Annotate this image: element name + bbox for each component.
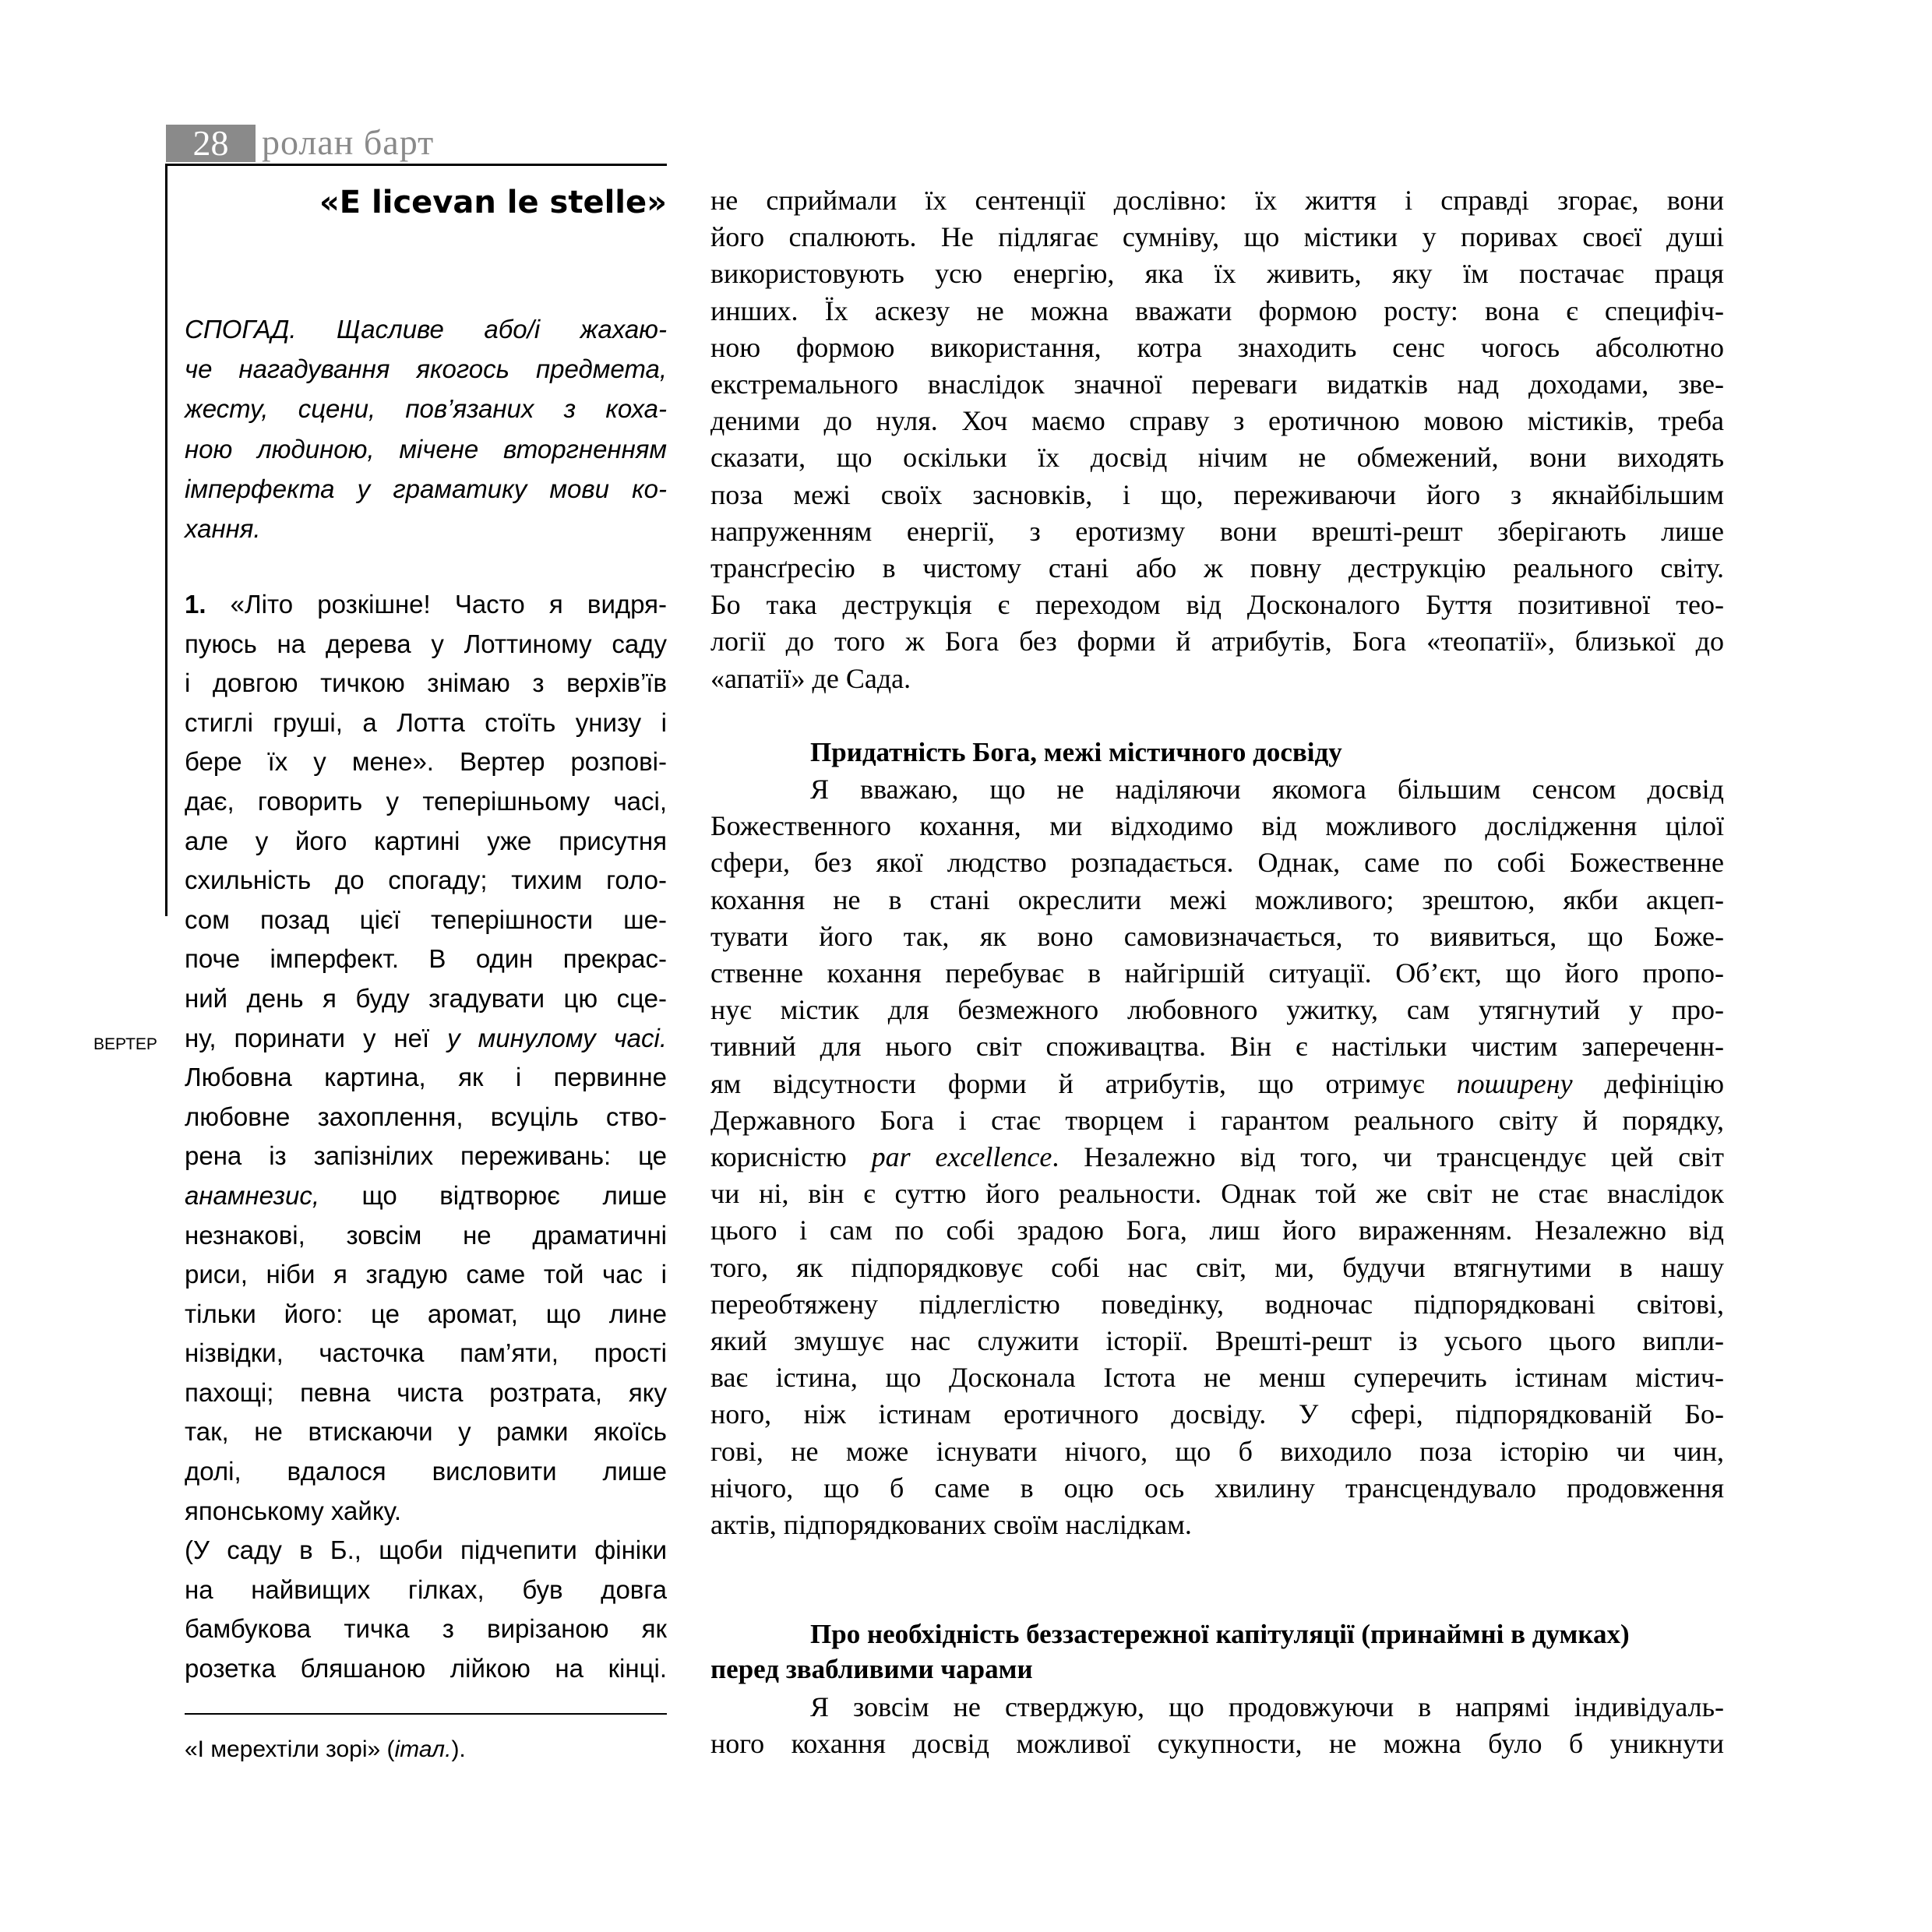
entry-text	[185, 585, 667, 1689]
text-line	[710, 1102, 1724, 1139]
text-line	[710, 256, 1724, 292]
text-line	[185, 782, 667, 822]
text-line	[710, 808, 1724, 844]
text-run: любовне захоплення, всуціль ство-	[185, 1102, 667, 1131]
text-run: поче імперфект. В один прекрас-	[185, 944, 667, 974]
text-run: СПОГАД. Щасливе або/і жахаю-	[185, 315, 667, 344]
bold-text: 1.	[185, 590, 206, 619]
text-run: бере їх у мене». Вертер розпові-	[185, 747, 667, 777]
text-run: «Літо розкішне! Часто я видря-	[206, 590, 667, 619]
text-line	[710, 1176, 1724, 1212]
text-line	[710, 182, 1724, 219]
text-run: і довгою тичкою знімаю з верхів’їв	[185, 668, 667, 698]
heading-line: Про необхідність беззастережної капітуляції (принаймні в думках)	[810, 1619, 1630, 1649]
text-line	[185, 1255, 667, 1295]
text-run: ).	[451, 1736, 466, 1762]
text-line	[710, 477, 1724, 513]
text-line	[710, 1433, 1724, 1470]
text-line	[710, 992, 1724, 1028]
text-line	[710, 623, 1724, 660]
text-run: дає, говорить у теперішньому часі,	[185, 786, 667, 816]
definition-block	[185, 309, 667, 548]
text-line	[185, 585, 667, 625]
chapter-title: «E licevan le stelle»	[319, 185, 667, 220]
text-line	[185, 1452, 667, 1492]
text-line	[185, 1609, 667, 1649]
text-line	[185, 822, 667, 862]
italic-text: у минулому часі.	[447, 1023, 667, 1052]
text-line	[185, 1216, 667, 1256]
text-line	[185, 664, 667, 703]
text-run: ного, ніж істинам еротичного досвіду. У сфері, підпорядкованій Бо-	[710, 1398, 1724, 1430]
text-run: хання.	[185, 514, 261, 544]
text-run: бамбукова тичка з вирізаною як	[185, 1614, 667, 1644]
text-line	[710, 918, 1724, 955]
text-run: тувати його так, як воно самовизначається, то виявиться, що Боже-	[710, 920, 1724, 952]
text-run: не сприймали їх сентенції дослівно: їх життя і справді згорає, вони	[710, 185, 1724, 216]
text-run: актів, підпорядкованих своїм наслідкам.	[710, 1509, 1192, 1541]
text-line	[185, 1334, 667, 1373]
text-run: цього і сам по собі зрадою Бога, лиш його вираженням. Незалежно від	[710, 1215, 1724, 1246]
text-line	[710, 366, 1724, 403]
text-run: ною людиною, мічене вторгненням	[185, 434, 667, 464]
margin-note: ВЕРТЕР	[93, 1035, 157, 1053]
section-heading-1: Придатність Бога, межі містичного досвіду	[810, 737, 1342, 767]
text-line	[710, 882, 1724, 918]
text-run: використовують усю енергію, яка їх живить, яку їм постачає праця	[710, 258, 1724, 290]
text-run: його спалюють. Не підлягає сумніву, що містики у поривах своєї душі	[710, 221, 1724, 253]
left-column-rule	[165, 164, 167, 916]
text-line	[185, 1492, 667, 1532]
text-run: че нагадування якогось предмета,	[185, 354, 667, 384]
text-line	[185, 861, 667, 901]
text-line	[710, 1470, 1724, 1507]
text-line	[185, 1649, 667, 1689]
text-line	[185, 1412, 667, 1452]
text-run: розетка бляшаною лійкою на кінці.	[185, 1654, 667, 1683]
text-run: тивний для нього світ споживацтва. Він є настільки чистим запереченн-	[710, 1031, 1724, 1063]
text-run: Бо така деструкція є переходом від Досконалого Буття позитивної тео-	[710, 589, 1724, 621]
text-run: дефініцію	[1572, 1067, 1724, 1099]
text-run: риси, ніби я згадую саме той час і	[185, 1260, 667, 1289]
text-run: того, як підпорядковує собі нас світ, ми, будучи втягнутими в нашу	[710, 1251, 1724, 1283]
heading-line: перед звабливими чарами	[710, 1654, 1033, 1684]
text-run: ває істина, що Досконала Істота не менш суперечить істинам містич-	[710, 1362, 1724, 1394]
text-line	[185, 349, 667, 389]
text-line	[710, 844, 1724, 881]
text-line	[710, 1359, 1724, 1396]
text-run: чи ні, він є суттю його реальности. Однак той же світ не стає внаслідок	[710, 1178, 1724, 1210]
text-line	[185, 1176, 667, 1216]
text-line	[185, 1571, 667, 1610]
text-line	[710, 1212, 1724, 1249]
header-rule	[166, 164, 667, 166]
text-run: Божественного кохання, ми відходимо від можливого дослідження цілої	[710, 810, 1724, 842]
text-line	[185, 1058, 667, 1098]
text-run: імперфекта у граматику мови ко-	[185, 474, 667, 503]
footnote	[185, 1736, 667, 1764]
text-line	[710, 1507, 1724, 1543]
text-line	[710, 771, 1724, 808]
text-run: незнакові, зовсім не драматичні	[185, 1220, 667, 1250]
text-line	[710, 1396, 1724, 1433]
body-paragraph-3	[710, 1689, 1724, 1762]
text-run: сом позад цієї теперішности ше-	[185, 904, 667, 934]
text-run: Я вважаю, що не наділяючи якомога більшим сенсом досвід	[810, 774, 1724, 805]
italic-text: par excellence	[871, 1141, 1052, 1173]
text-run: пахощі; певна чиста розтрата, яку	[185, 1377, 667, 1407]
text-line	[710, 550, 1724, 587]
text-line	[185, 940, 667, 979]
italic-text: італ.	[394, 1736, 452, 1762]
text-line	[185, 1295, 667, 1334]
text-line	[710, 1139, 1724, 1176]
text-line	[185, 625, 667, 665]
text-line	[710, 1323, 1724, 1359]
text-run: але у його картині уже присутня	[185, 826, 667, 855]
text-line	[710, 439, 1724, 476]
text-run: Державного Бога і стає творцем і гарантом реального світу й порядку,	[710, 1104, 1724, 1136]
text-run: . Незалежно від того, чи трансцендує цей світ	[1052, 1141, 1724, 1173]
text-run: японському хайку.	[185, 1496, 401, 1525]
text-run: нізвідки, часточка пам’яти, прості	[185, 1338, 667, 1368]
text-run: нує містик для безмежного любовного ужитку, сам утягнутий у про-	[710, 994, 1724, 1026]
text-line	[185, 389, 667, 428]
text-run: так, не втискаючи у рамки якоїсь	[185, 1417, 667, 1447]
text-run: ний день я буду згадувати цю сце-	[185, 983, 667, 1013]
text-run: Я зовсім не стверджую, що продовжуючи в напрямі індивідуаль-	[810, 1691, 1724, 1722]
text-run: инших. Їх аскезу не можна вважати формою росту: вона є специфіч-	[710, 294, 1724, 326]
text-run: рена із запізнілих переживань: це	[185, 1141, 667, 1171]
text-run: гові, не може існувати нічого, що б виходило поза історію чи чин,	[710, 1435, 1724, 1467]
text-line	[710, 513, 1724, 550]
text-line	[185, 1531, 667, 1571]
text-line	[710, 1689, 1724, 1726]
text-line	[185, 901, 667, 940]
text-run: сфери, без якої людство розпадається. Однак, саме по собі Божественне	[710, 847, 1724, 879]
text-line	[710, 1028, 1724, 1065]
text-line	[185, 1137, 667, 1176]
text-run: жесту, сцени, пов’язаних з коха-	[185, 394, 667, 424]
running-header-author: ролан барт	[262, 122, 435, 162]
text-line	[710, 293, 1724, 330]
text-run: що відтворює лише	[319, 1180, 667, 1210]
text-run: корисністю	[710, 1141, 872, 1173]
text-run: який змушує нас служити історії. Врешті-решт із усього цього випли-	[710, 1325, 1724, 1357]
text-run: ною формою використання, котра знаходить сенс чогось абсолютно	[710, 331, 1724, 363]
text-run: ям відсутности форми й атрибутів, що отримує	[710, 1067, 1457, 1099]
text-run: (У саду в Б., щоби підчепити фініки	[185, 1535, 667, 1565]
text-run: екстремального внаслідок значної переваги видатків над доходами, зве-	[710, 368, 1724, 400]
text-run: пуюсь на дерева у Лоттиному саду	[185, 629, 667, 658]
italic-text: анамнезис,	[185, 1180, 319, 1210]
italic-text: поширену	[1456, 1067, 1573, 1099]
text-line	[185, 309, 667, 349]
text-run: логії до того ж Бога без форми й атрибутів, Бога «теопатії», близької до	[710, 626, 1724, 658]
text-line	[710, 587, 1724, 623]
text-line	[710, 661, 1724, 697]
text-run: трансґресію в чистому стані або ж повну деструкцію реального світу.	[710, 552, 1724, 584]
text-run: долі, вдалося висловити лише	[185, 1457, 667, 1486]
text-line	[710, 403, 1724, 439]
text-line	[710, 1726, 1724, 1762]
text-run: тільки його: це аромат, що лине	[185, 1299, 667, 1328]
text-run: переобтяжену підлеглістю поведінку, водночас підпорядковані світові,	[710, 1288, 1724, 1320]
text-run: «І мерехтіли зорі» (	[185, 1736, 395, 1762]
text-run: ну, поринати у неї	[185, 1023, 448, 1052]
text-line	[710, 1250, 1724, 1286]
text-line	[710, 1066, 1724, 1102]
text-line	[185, 1019, 667, 1059]
text-run: «апатії» де Сада.	[710, 662, 911, 694]
text-run: ственне кохання перебуває в найгіршій ситуації. Об’єкт, що його пропо-	[710, 957, 1724, 989]
text-run: поза межі своїх засновків, і що, переживаючи його з якнайбільшим	[710, 478, 1724, 510]
text-line	[185, 1373, 667, 1413]
text-run: напруженням енергії, з еротизму вони врешті-решт зберігають лише	[710, 515, 1724, 547]
text-run: схильність до спогаду; тихим голо-	[185, 866, 667, 895]
text-run: сказати, що оскільки їх досвід нічим не обмежений, вони виходять	[710, 442, 1724, 474]
body-paragraph-2	[710, 771, 1724, 1543]
text-line	[710, 219, 1724, 256]
text-run: деними до нуля. Хоч маємо справу з еротичною мовою містиків, треба	[710, 405, 1724, 437]
text-line	[185, 703, 667, 743]
text-run: на найвищих гілках, був довга	[185, 1574, 667, 1604]
text-line	[185, 1098, 667, 1137]
text-run: кохання не в стані окреслити межі можливого; зрештою, якби акцеп-	[710, 883, 1724, 915]
body-paragraph-1	[710, 182, 1724, 697]
footnote-rule	[185, 1713, 667, 1715]
text-run: нічого, що б саме в оцю ось хвилину трансцендувало продовження	[710, 1472, 1724, 1504]
page-number: 28	[166, 125, 256, 162]
text-line	[185, 979, 667, 1019]
text-run: ного кохання досвід можливої сукупности, не можна було б уникнути	[710, 1728, 1724, 1760]
text-line	[710, 1286, 1724, 1323]
text-line	[185, 429, 667, 469]
text-line	[185, 509, 667, 548]
text-line	[710, 955, 1724, 992]
text-line	[185, 742, 667, 782]
section-heading-2	[710, 1616, 1724, 1687]
text-line	[710, 330, 1724, 366]
text-run: Любовна картина, як і первинне	[185, 1063, 667, 1092]
text-run: стиглі груші, а Лотта стоїть унизу і	[185, 707, 667, 737]
text-line	[185, 469, 667, 509]
